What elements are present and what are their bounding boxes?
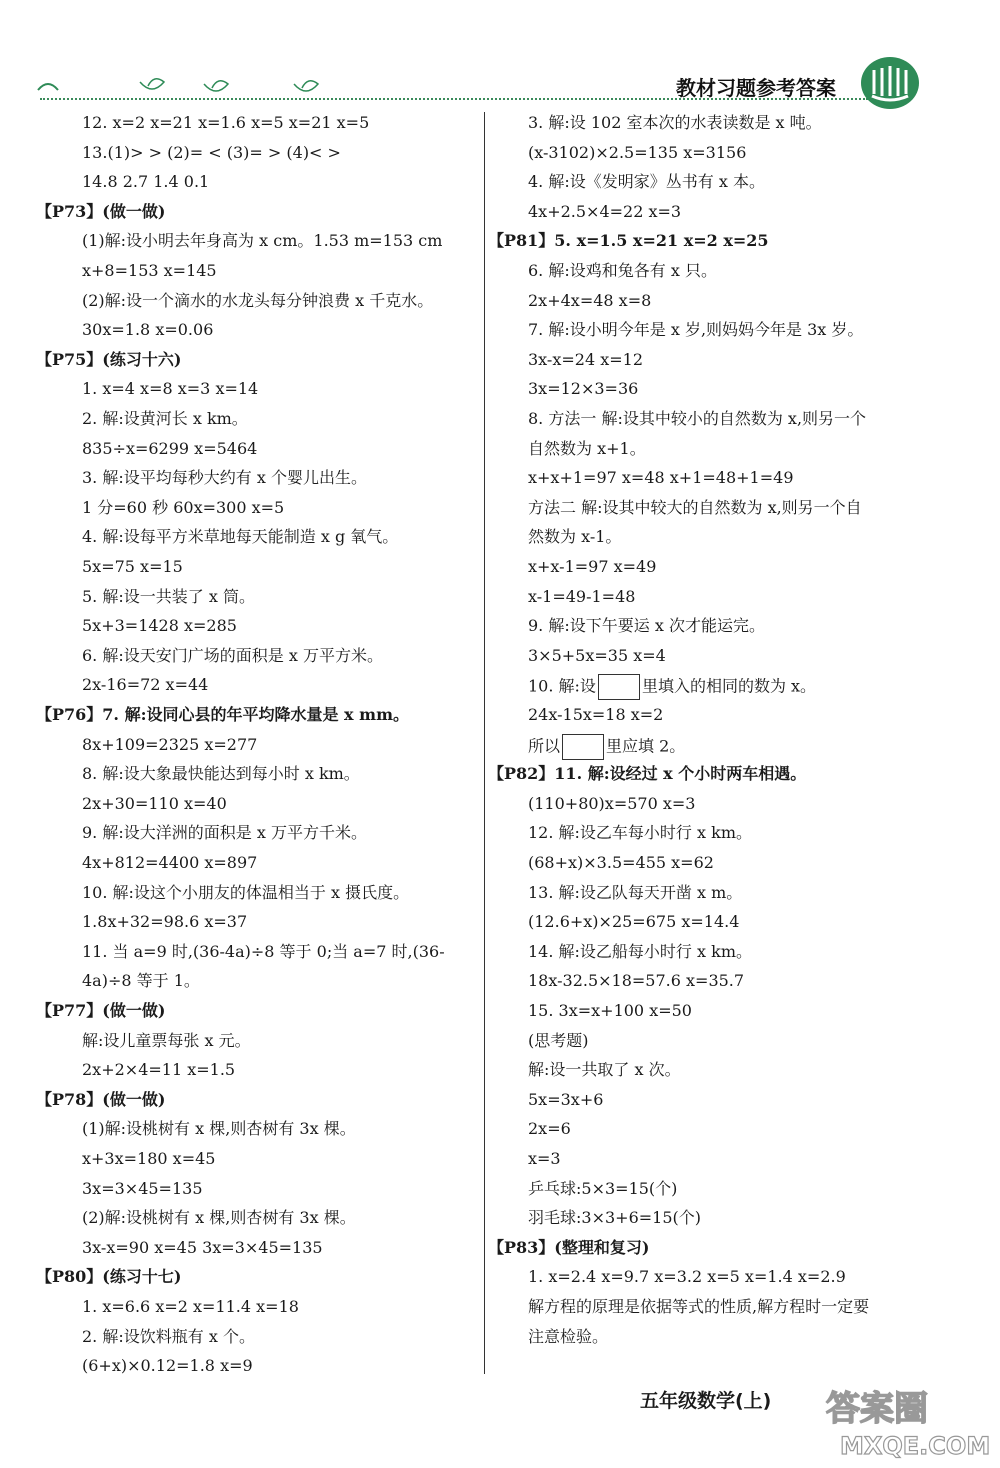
answer-line: [528, 1030, 589, 1052]
line-text: 5x=75 x=15: [82, 557, 183, 576]
answer-line: [82, 1030, 251, 1052]
line-text: 羽毛球:3×3+6=15(个): [528, 1208, 701, 1228]
line-text: 【P76】7. 解:设同心县的年平均降水量是 x mm。: [36, 705, 410, 724]
line-text: (12.6+x)×25=675 x=14.4: [528, 912, 740, 932]
answer-line: [82, 142, 341, 164]
line-text: x=3: [528, 1149, 561, 1168]
answer-line: [528, 201, 681, 223]
line-text: (2)解:设桃树有 x 棵,则杏树有 3x 棵。: [82, 1208, 356, 1228]
line-text-after-box: 里应填 2。: [606, 736, 686, 756]
line-text: 13.(1)> > (2)= < (3)= > (4)< >: [82, 142, 341, 162]
line-text: 解:设儿童票每张 x 元。: [82, 1030, 251, 1050]
line-text: 8. 方法一 解:设其中较小的自然数为 x,则另一个: [528, 409, 867, 428]
line-text: 1. x=2.4 x=9.7 x=3.2 x=5 x=1.4 x=2.9: [528, 1267, 846, 1287]
answer-line: [528, 674, 816, 700]
answer-line: [82, 615, 237, 637]
line-text: 1. x=6.6 x=2 x=11.4 x=18: [82, 1297, 299, 1316]
line-text: 10. 解:设: [528, 676, 596, 696]
answer-line: [82, 319, 213, 341]
line-text: x+x+1=97 x=48 x+1=48+1=49: [528, 468, 794, 488]
line-text: 9. 解:设大洋洲的面积是 x 万平方千米。: [82, 823, 367, 843]
answer-line: [82, 822, 367, 844]
answer-line: [528, 1326, 608, 1348]
answer-line: [528, 290, 651, 312]
answer-line: [82, 112, 369, 134]
line-text: 1. x=4 x=8 x=3 x=14: [82, 379, 259, 399]
line-text: (6+x)×0.12=1.8 x=9: [82, 1356, 253, 1376]
line-text: 9. 解:设下午要运 x 次才能运完。: [528, 616, 765, 636]
answer-line: [528, 1000, 692, 1022]
answer-line: [82, 763, 360, 785]
section-heading: [488, 230, 769, 252]
line-text: x+3x=180 x=45: [82, 1149, 216, 1168]
section-heading: [36, 201, 165, 223]
answer-line: [528, 171, 765, 193]
line-text: 3. 解:设平均每秒大约有 x 个婴儿出生。: [82, 468, 367, 488]
answer-line: [528, 1296, 869, 1318]
page-header: [0, 0, 1000, 110]
answer-line: [528, 467, 794, 489]
answer-line: [528, 438, 646, 460]
section-heading: [488, 1237, 649, 1259]
section-heading: [36, 349, 181, 371]
answer-line: [528, 822, 752, 844]
answer-line: [528, 1178, 677, 1200]
answer-line: [528, 645, 666, 667]
line-text: 【P81】5. x=1.5 x=21 x=2 x=25: [488, 231, 769, 251]
blank-box: [598, 674, 640, 700]
line-text: 3x=12×3=36: [528, 379, 639, 399]
answer-line: [528, 378, 638, 400]
line-text: 然数为 x-1。: [528, 527, 622, 547]
answer-line: [82, 852, 257, 874]
line-text: 【P78】(做一做): [36, 1089, 166, 1109]
line-text: (2)解:设一个滴水的水龙头每分钟浪费 x 千克水。: [82, 290, 434, 310]
answer-line: [82, 645, 383, 667]
answer-line: [82, 734, 257, 756]
line-text: 【P83】(整理和复习): [488, 1237, 650, 1257]
answer-line: [528, 142, 746, 164]
answer-line: [528, 112, 822, 134]
line-text: 3x-x=90 x=45 3x=3×45=135: [82, 1237, 323, 1257]
line-text: (68+x)×3.5=455 x=62: [528, 853, 714, 872]
line-text: 解:设一共取了 x 次。: [528, 1060, 681, 1080]
answer-line: [82, 1059, 235, 1081]
line-text: 14. 解:设乙船每小时行 x km。: [528, 941, 752, 961]
answer-line: [82, 882, 409, 904]
line-text: 2x+4x=48 x=8: [528, 290, 652, 310]
answer-line: [528, 704, 663, 726]
answer-line: [82, 1178, 203, 1200]
watermark-text: MXQE.COM: [840, 1432, 990, 1460]
answer-line: [82, 1148, 215, 1170]
line-text: 3x-x=24 x=12: [528, 349, 643, 369]
answer-line: [528, 970, 744, 992]
answer-line: [528, 497, 862, 519]
answer-line: [82, 674, 208, 696]
line-text: (110+80)x=570 x=3: [528, 793, 696, 813]
column-divider: [484, 112, 485, 1374]
answer-line: [82, 260, 217, 282]
answer-line: [82, 556, 183, 578]
answer-line: [82, 793, 227, 815]
line-text: 2x-16=72 x=44: [82, 675, 209, 695]
answer-line: [82, 1355, 253, 1377]
answer-line: [528, 319, 863, 341]
answer-line: [528, 1266, 846, 1288]
answer-line: [528, 526, 621, 548]
section-heading: [36, 1000, 165, 1022]
line-text: 835÷x=6299 x=5464: [82, 438, 258, 458]
line-text: 2x+2×4=11 x=1.5: [82, 1060, 236, 1080]
line-text: (思考题): [528, 1030, 589, 1050]
line-text: 【P77】(做一做): [36, 1001, 166, 1020]
answer-line: [528, 882, 742, 904]
answer-line: [82, 438, 257, 460]
answer-line: [82, 911, 247, 933]
section-heading: [36, 704, 409, 726]
answer-line: [82, 1118, 356, 1140]
line-text: 13. 解:设乙队每天开凿 x m。: [528, 882, 743, 902]
footer-label: 五年级数学(上): [640, 1390, 772, 1412]
line-text: 4a)÷8 等于 1。: [82, 971, 200, 991]
answer-line: [82, 290, 433, 312]
header-title: 教材习题参考答案: [676, 76, 836, 100]
answer-line: [528, 556, 656, 578]
line-text: (1)解:设桃树有 x 棵,则杏树有 3x 棵。: [82, 1119, 356, 1139]
line-text: 注意检验。: [528, 1326, 609, 1346]
line-text: (x-3102)×2.5=135 x=3156: [528, 142, 747, 162]
answer-line: [82, 1237, 323, 1259]
answer-line: [82, 408, 248, 430]
line-text: 3x=3×45=135: [82, 1178, 203, 1198]
answer-line: [82, 230, 442, 252]
line-text: 所以: [528, 736, 561, 756]
line-text: 6. 解:设天安门广场的面积是 x 万平方米。: [82, 645, 383, 665]
line-text: 8. 解:设大象最快能达到每小时 x km。: [82, 764, 360, 784]
line-text: 【P73】(做一做): [36, 201, 166, 221]
answer-line: [82, 1326, 255, 1348]
answer-line: [528, 615, 765, 637]
line-text: 方法二 解:设其中较大的自然数为 x,则另一个自: [528, 497, 862, 517]
swirl-decoration-icon: [36, 76, 336, 100]
book-logo-icon: [860, 56, 920, 110]
line-text: 24x-15x=18 x=2: [528, 705, 664, 724]
answer-line: [82, 1296, 299, 1318]
answer-line: [528, 1118, 571, 1140]
line-text: 12. x=2 x=21 x=1.6 x=5 x=21 x=5: [82, 113, 370, 132]
answer-line: [528, 586, 635, 608]
answer-line: [82, 467, 367, 489]
line-text: 3×5+5x=35 x=4: [528, 645, 666, 665]
line-text: 2. 解:设黄河长 x km。: [82, 409, 248, 428]
line-text: 2. 解:设饮料瓶有 x 个。: [82, 1326, 255, 1346]
answer-line: [528, 1089, 603, 1111]
answer-line: [528, 1207, 701, 1229]
line-text: x-1=49-1=48: [528, 586, 636, 606]
line-text: x+x-1=97 x=49: [528, 557, 657, 576]
line-text: 4. 解:设《发明家》丛书有 x 本。: [528, 172, 765, 192]
answer-line: [82, 941, 445, 963]
answer-line: [528, 349, 643, 371]
line-text: x+8=153 x=145: [82, 261, 217, 280]
line-text: 2x=6: [528, 1119, 571, 1139]
line-text: 【P80】(练习十七): [36, 1267, 182, 1287]
line-text: 5. 解:设一共装了 x 筒。: [82, 586, 255, 606]
blank-box: [562, 734, 604, 760]
line-text-after-box: 里填入的相同的数为 x。: [641, 676, 817, 696]
line-text: 18x-32.5×18=57.6 x=35.7: [528, 971, 745, 991]
watermark-logo-icon: [820, 1380, 990, 1460]
line-text: 1.8x+32=98.6 x=37: [82, 912, 248, 932]
answer-line: [82, 497, 284, 519]
answer-line: [528, 1059, 681, 1081]
answer-line: [528, 734, 685, 760]
answer-line: [82, 1207, 356, 1229]
line-text: 2x+30=110 x=40: [82, 793, 227, 813]
section-heading: [36, 1266, 181, 1288]
answer-line: [82, 378, 258, 400]
answer-line: [528, 1148, 561, 1170]
line-text: 30x=1.8 x=0.06: [82, 320, 214, 340]
line-text: 12. 解:设乙车每小时行 x km。: [528, 823, 752, 843]
line-text: (1)解:设小明去年身高为 x cm。1.53 m=153 cm: [82, 231, 443, 251]
line-text: 【P82】11. 解:设经过 x 个小时两车相遇。: [488, 764, 807, 784]
line-text: 11. 当 a=9 时,(36-4a)÷8 等于 0;当 a=7 时,(36-: [82, 941, 445, 961]
answer-line: [528, 911, 739, 933]
section-heading: [36, 1089, 165, 1111]
line-text: 自然数为 x+1。: [528, 438, 646, 458]
line-text: 6. 解:设鸡和兔各有 x 只。: [528, 261, 717, 280]
answer-line: [528, 941, 752, 963]
answer-line: [82, 586, 255, 608]
line-text: 1 分=60 秒 60x=300 x=5: [82, 497, 285, 517]
line-text: 4x+812=4400 x=897: [82, 853, 258, 872]
line-text: 解方程的原理是依据等式的性质,解方程时一定要: [528, 1297, 870, 1316]
line-text: 4x+2.5×4=22 x=3: [528, 201, 682, 221]
line-text: 3. 解:设 102 室本次的水表读数是 x 吨。: [528, 113, 822, 132]
line-text: 15. 3x=x+100 x=50: [528, 1001, 692, 1020]
answer-line: [82, 171, 209, 193]
line-text: 5x+3=1428 x=285: [82, 616, 237, 636]
line-text: 【P75】(练习十六): [36, 349, 182, 369]
line-text: 5x=3x+6: [528, 1089, 604, 1109]
line-text: 7. 解:设小明今年是 x 岁,则妈妈今年是 3x 岁。: [528, 320, 864, 340]
answer-line: [528, 793, 695, 815]
line-text: 10. 解:设这个小朋友的体温相当于 x 摄氏度。: [82, 882, 410, 902]
svg-text:答案圈: 答案圈: [826, 1389, 928, 1429]
line-text: 14.8 2.7 1.4 0.1: [82, 172, 210, 192]
answer-line: [82, 970, 200, 992]
section-heading: [488, 763, 806, 785]
answer-line: [528, 260, 717, 282]
answer-line: [528, 408, 866, 430]
line-text: 8x+109=2325 x=277: [82, 734, 258, 754]
line-text: 乒乓球:5×3=15(个): [528, 1178, 678, 1198]
line-text: 4. 解:设每平方米草地每天能制造 x g 氧气。: [82, 527, 399, 547]
answer-line: [528, 852, 714, 874]
answer-line: [82, 526, 398, 548]
